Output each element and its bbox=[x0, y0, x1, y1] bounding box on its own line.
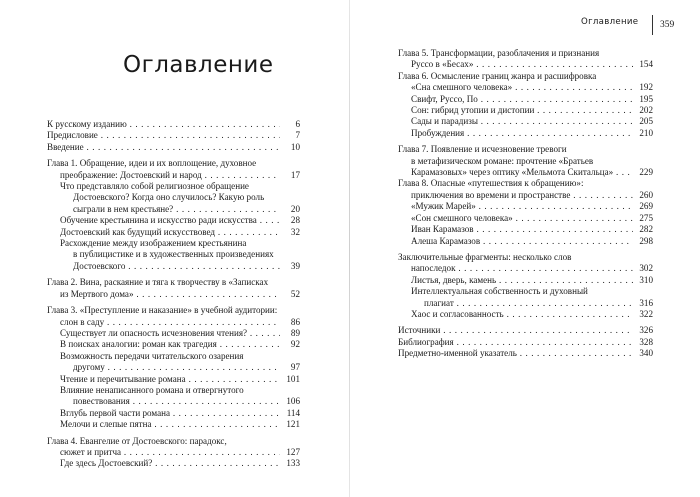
toc-entry-title-line: плагиат . . . bbox=[398, 298, 633, 309]
toc-entry-title-line: Хаос и согласованность . . . bbox=[398, 309, 633, 320]
toc-entry-page-number: 195 bbox=[639, 93, 653, 104]
toc-entry-title-line: Введение . . . bbox=[47, 142, 280, 153]
toc-entry-title-line: Сады и парадизы . . . bbox=[398, 116, 633, 127]
toc-chapter-entry[interactable] bbox=[47, 277, 300, 300]
toc-entry-title-line: Глава 3. «Преступление и наказание» в учебной аудитории: bbox=[47, 305, 278, 316]
toc-entry-title-line: «Мужик Марей» . . . bbox=[398, 201, 633, 212]
toc-entry-page-number: 275 bbox=[639, 212, 653, 223]
toc-chapter-entry[interactable] bbox=[47, 305, 300, 328]
toc-entry-page-number: 106 bbox=[286, 396, 300, 407]
toc-entry-title-line: В поисках аналогии: роман как трагедия . . . bbox=[47, 339, 280, 350]
toc-entry-page-number: 322 bbox=[639, 308, 653, 319]
toc-entry-page-number: 202 bbox=[639, 105, 653, 116]
toc-entry-title-line: в публицистике и в художественных произведениях bbox=[73, 249, 274, 260]
toc-entry-page-number: 310 bbox=[639, 274, 653, 285]
toc-chapter-entry[interactable] bbox=[47, 119, 300, 130]
toc-entry-page-number: 127 bbox=[286, 446, 300, 457]
toc-section-entry[interactable] bbox=[398, 116, 653, 127]
toc-section-entry[interactable] bbox=[47, 181, 300, 215]
toc-entry-page-number: 121 bbox=[286, 419, 300, 430]
toc-entry-title-line: Достоевского? Когда оно случилось? Какую роль bbox=[73, 192, 265, 203]
toc-entry-title-line: Влияние ненаписанного романа и отвергнутого bbox=[60, 384, 244, 395]
toc-entry-title-line: К русскому изданию . . . bbox=[47, 119, 280, 130]
toc-entry-page-number: 205 bbox=[639, 116, 653, 127]
toc-entry-title-line: Иван Карамазов . . . bbox=[398, 224, 633, 235]
toc-entry-title-line: приключения во времени и пространстве . . . bbox=[398, 190, 633, 201]
toc-entry-title-line: Алеша Карамазов . . . bbox=[398, 236, 633, 247]
toc-entry-title-line: Возможность передачи читательского озарения bbox=[60, 350, 244, 361]
toc-entry-title-line: «Сна смешного человека» . . . bbox=[398, 82, 633, 93]
toc-entry-page-number: 7 bbox=[295, 130, 300, 141]
toc-section-entry[interactable] bbox=[398, 309, 653, 320]
page-gutter bbox=[349, 0, 350, 497]
toc-chapter-entry[interactable] bbox=[398, 337, 653, 348]
toc-entry-title-line: Листья, дверь, камень . . . bbox=[398, 275, 633, 286]
toc-entry-page-number: 192 bbox=[639, 82, 653, 93]
toc-entry-title-line: сыграли в нем крестьяне? . . . bbox=[47, 204, 280, 215]
toc-entry-title-line: Глава 5. Трансформации, разоблачения и признания bbox=[398, 48, 600, 58]
toc-entry-title-line: в метафизическом романе: прочтение «Братьев bbox=[411, 155, 594, 166]
toc-entry-page-number: 328 bbox=[639, 336, 653, 347]
toc-section-entry[interactable] bbox=[47, 408, 300, 419]
toc-section-entry[interactable] bbox=[398, 213, 653, 224]
toc-entry-page-number: 32 bbox=[290, 226, 300, 237]
toc-right-column bbox=[398, 48, 653, 360]
toc-entry-title-line: другому . . . bbox=[47, 362, 280, 373]
toc-entry-page-number: 229 bbox=[639, 167, 653, 178]
toc-entry-page-number: 210 bbox=[639, 127, 653, 138]
toc-section-entry[interactable] bbox=[47, 385, 300, 408]
toc-entry-title-line: Сон: гибрид утопии и дистопии . . . bbox=[398, 105, 633, 116]
toc-chapter-entry[interactable] bbox=[398, 144, 653, 178]
toc-chapter-entry[interactable] bbox=[47, 130, 300, 141]
toc-entry-title-line: «Сон смешного человека» . . . bbox=[398, 213, 633, 224]
toc-entry-page-number: 133 bbox=[286, 458, 300, 469]
toc-entry-page-number: 302 bbox=[639, 263, 653, 274]
toc-entry-page-number: 97 bbox=[290, 362, 300, 373]
toc-section-entry[interactable] bbox=[398, 286, 653, 309]
toc-entry-title-line: Свифт, Руссо, По . . . bbox=[398, 94, 633, 105]
toc-entry-title-line: Глава 8. Опасные «путешествия к обращению»: bbox=[398, 178, 584, 189]
toc-entry-title-line: Библиография . . . bbox=[398, 337, 633, 348]
toc-entry-page-number: 10 bbox=[290, 141, 300, 152]
toc-chapter-entry[interactable] bbox=[47, 436, 300, 459]
toc-chapter-entry[interactable] bbox=[398, 71, 653, 94]
toc-entry-title-line: Источники . . . bbox=[398, 325, 633, 336]
toc-entry-title-line: Чтение и перечитывание романа . . . bbox=[47, 374, 280, 385]
toc-entry-title-line: Мелочи и слепые пятна . . . bbox=[47, 419, 280, 430]
toc-entry-page-number: 282 bbox=[639, 224, 653, 235]
toc-entry-title-line: напоследок . . . bbox=[398, 263, 633, 274]
toc-entry-page-number: 86 bbox=[290, 316, 300, 327]
toc-section-entry[interactable] bbox=[47, 419, 300, 430]
toc-entry-page-number: 260 bbox=[639, 189, 653, 200]
toc-entry-title-line: Интеллектуальная собственность и духовный bbox=[411, 286, 588, 297]
toc-entry-title-line: Где здесь Достоевский? . . . bbox=[47, 458, 280, 469]
toc-entry-title-line: Руссо в «Бесах» . . . bbox=[398, 59, 633, 70]
toc-section-entry[interactable] bbox=[47, 238, 300, 272]
toc-chapter-entry[interactable] bbox=[398, 252, 653, 275]
toc-entry-page-number: 326 bbox=[639, 325, 653, 336]
toc-chapter-entry[interactable] bbox=[398, 48, 653, 71]
toc-entry-page-number: 92 bbox=[290, 339, 300, 350]
toc-chapter-entry[interactable] bbox=[398, 348, 653, 359]
toc-entry-title-line: Глава 4. Евангелие от Достоевского: парадокс, bbox=[47, 435, 227, 446]
toc-entry-page-number: 28 bbox=[290, 215, 300, 226]
toc-section-entry[interactable] bbox=[47, 227, 300, 238]
toc-entry-title-line: преображение: Достоевский и народ . . . bbox=[47, 170, 280, 181]
toc-entry-page-number: 89 bbox=[290, 327, 300, 338]
toc-entry-page-number: 114 bbox=[286, 407, 300, 418]
toc-entry-title-line: слон в саду . . . bbox=[47, 317, 280, 328]
toc-section-entry[interactable] bbox=[47, 374, 300, 385]
toc-entry-title-line: Существует ли опасность исчезновения чтения? . . . bbox=[47, 328, 280, 339]
toc-chapter-entry[interactable] bbox=[47, 158, 300, 181]
toc-entry-title-line: сюжет и притча . . . bbox=[47, 447, 280, 458]
toc-entry-page-number: 20 bbox=[290, 203, 300, 214]
toc-entry-title-line: Достоевский как будущий искусствовед . . . bbox=[47, 227, 280, 238]
toc-entry-page-number: 39 bbox=[290, 260, 300, 271]
toc-section-entry[interactable] bbox=[398, 236, 653, 247]
toc-entry-title-line: Расхождение между изображением крестьянина bbox=[60, 238, 247, 249]
toc-entry-page-number: 340 bbox=[639, 348, 653, 359]
toc-left-column bbox=[47, 119, 300, 470]
toc-entry-page-number: 269 bbox=[639, 201, 653, 212]
toc-chapter-entry[interactable] bbox=[398, 178, 653, 201]
toc-entry-title-line: Достоевского . . . bbox=[47, 261, 280, 272]
toc-entry-title-line: повествования . . . bbox=[47, 396, 280, 407]
toc-entry-title-line: Карамазовых» через оптику «Мельмота Скитальца» . . . bbox=[398, 167, 633, 178]
toc-entry-title-line: Предметно-именной указатель . . . bbox=[398, 348, 633, 359]
toc-section-entry[interactable] bbox=[47, 215, 300, 226]
toc-entry-title-line: Глава 2. Вина, раскаяние и тяга к творчеству в «Записках bbox=[47, 277, 269, 288]
toc-entry-page-number: 101 bbox=[286, 373, 300, 384]
toc-section-entry[interactable] bbox=[398, 224, 653, 235]
toc-section-entry[interactable] bbox=[398, 94, 653, 105]
toc-entry-title-line: Заключительные фрагменты: несколько слов bbox=[398, 251, 572, 262]
toc-entry-title-line: Пробуждения . . . bbox=[398, 128, 633, 139]
toc-entry-title-line: Предисловие . . . bbox=[47, 130, 280, 141]
toc-entry-page-number: 52 bbox=[290, 288, 300, 299]
toc-entry-title-line: Вглубь первой части романа . . . bbox=[47, 408, 280, 419]
toc-section-entry[interactable] bbox=[47, 351, 300, 374]
toc-section-entry[interactable] bbox=[47, 458, 300, 469]
toc-section-entry[interactable] bbox=[398, 201, 653, 212]
toc-entry-page-number: 298 bbox=[639, 235, 653, 246]
toc-section-entry[interactable] bbox=[398, 128, 653, 139]
toc-entry-page-number: 17 bbox=[290, 169, 300, 180]
toc-entry-page-number: 6 bbox=[295, 119, 300, 129]
toc-entry-title-line: Глава 6. Осмысление границ жанра и расшифровка bbox=[398, 70, 597, 81]
toc-chapter-entry[interactable] bbox=[398, 325, 653, 336]
toc-section-entry[interactable] bbox=[47, 339, 300, 350]
page-title: Оглавление bbox=[123, 52, 274, 78]
toc-entry-title-line: Что представляло собой религиозное обращение bbox=[60, 181, 249, 192]
toc-entry-title-line: Обучение крестьянина и искусство ради искусства . . . bbox=[47, 215, 280, 226]
toc-entry-title-line: из Мертвого дома» . . . bbox=[47, 289, 280, 300]
toc-entry-title-line: Глава 1. Обращение, идеи и их воплощение, духовное bbox=[47, 158, 257, 169]
running-header-title: Оглавление bbox=[581, 17, 639, 27]
toc-entry-page-number: 316 bbox=[639, 297, 653, 308]
toc-entry-page-number: 154 bbox=[639, 59, 653, 70]
toc-entry-title-line: Глава 7. Появление и исчезновение тревоги bbox=[398, 144, 567, 155]
toc-section-entry[interactable] bbox=[47, 328, 300, 339]
toc-chapter-entry[interactable] bbox=[47, 142, 300, 153]
toc-section-entry[interactable] bbox=[398, 275, 653, 286]
page-number: 359 bbox=[652, 15, 674, 35]
toc-section-entry[interactable] bbox=[398, 105, 653, 116]
